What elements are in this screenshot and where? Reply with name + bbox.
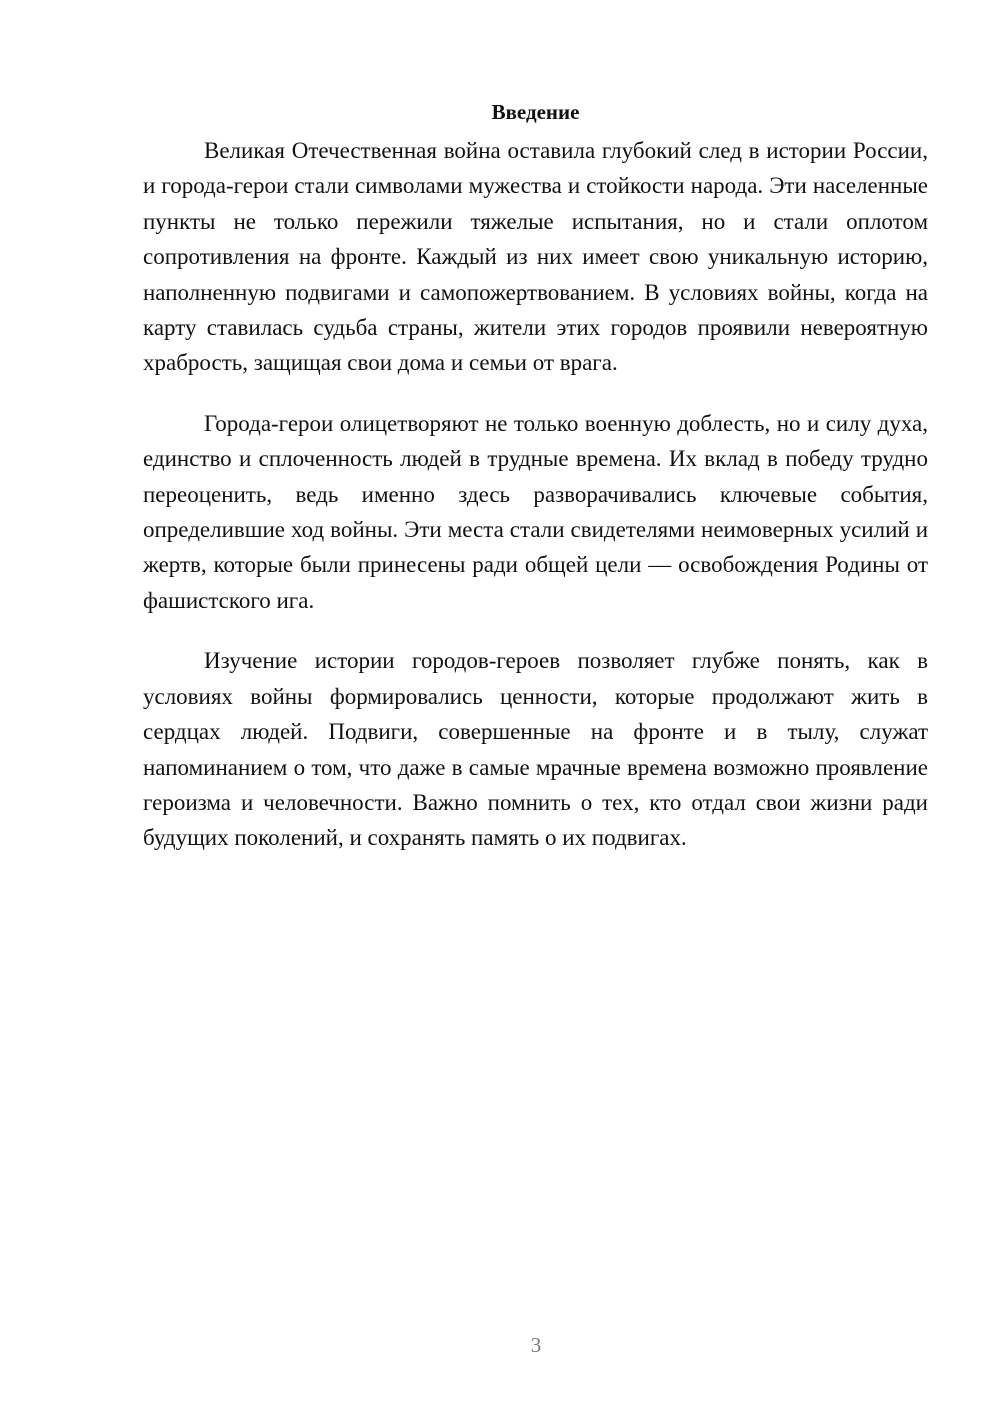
page-number: 3 — [530, 1333, 542, 1357]
section-title: Введение — [491, 100, 580, 124]
paragraph-1: Великая Отечественная война оставила глубокий след в истории России, и города-герои стали символами мужества и стойкости народа. Эти населенные пункты не только пережили тяжелые испытания, но и стали оплотом сопротивления на фронте. Каждый из них имеет свою уникальную историю, наполненную подвигами и самопожертвованием. В условиях войны, когда на карту ставилась судьба страны, жители этих городов проявили невероятную храбрость, защищая свои дома и семьи от врага. — [143, 138, 928, 376]
paragraph-2: Города-герои олицетворяют не только военную доблесть, но и силу духа, единство и сплоченность людей в трудные времена. Их вклад в победу трудно переоценить, ведь именно здесь разворачивались ключевые события, определившие ход войны. Эти места стали свидетелями неимоверных усилий и жертв, которые были принесены ради общей цели — освобождения Родины от фашистского ига. — [143, 410, 928, 613]
page-content — [143, 97, 928, 881]
paragraph-3: Изучение истории городов-героев позволяет глубже понять, как в условиях войны формировались ценности, которые продолжают жить в сердцах людей. Подвиги, совершенные на фронте и в тылу, служат напоминанием о том, что даже в самые мрачные времена возможно проявление героизма и человечности. Важно помнить о тех, кто отдал свои жизни ради будущих поколений, и сохранять память о их подвигах. — [143, 648, 928, 851]
